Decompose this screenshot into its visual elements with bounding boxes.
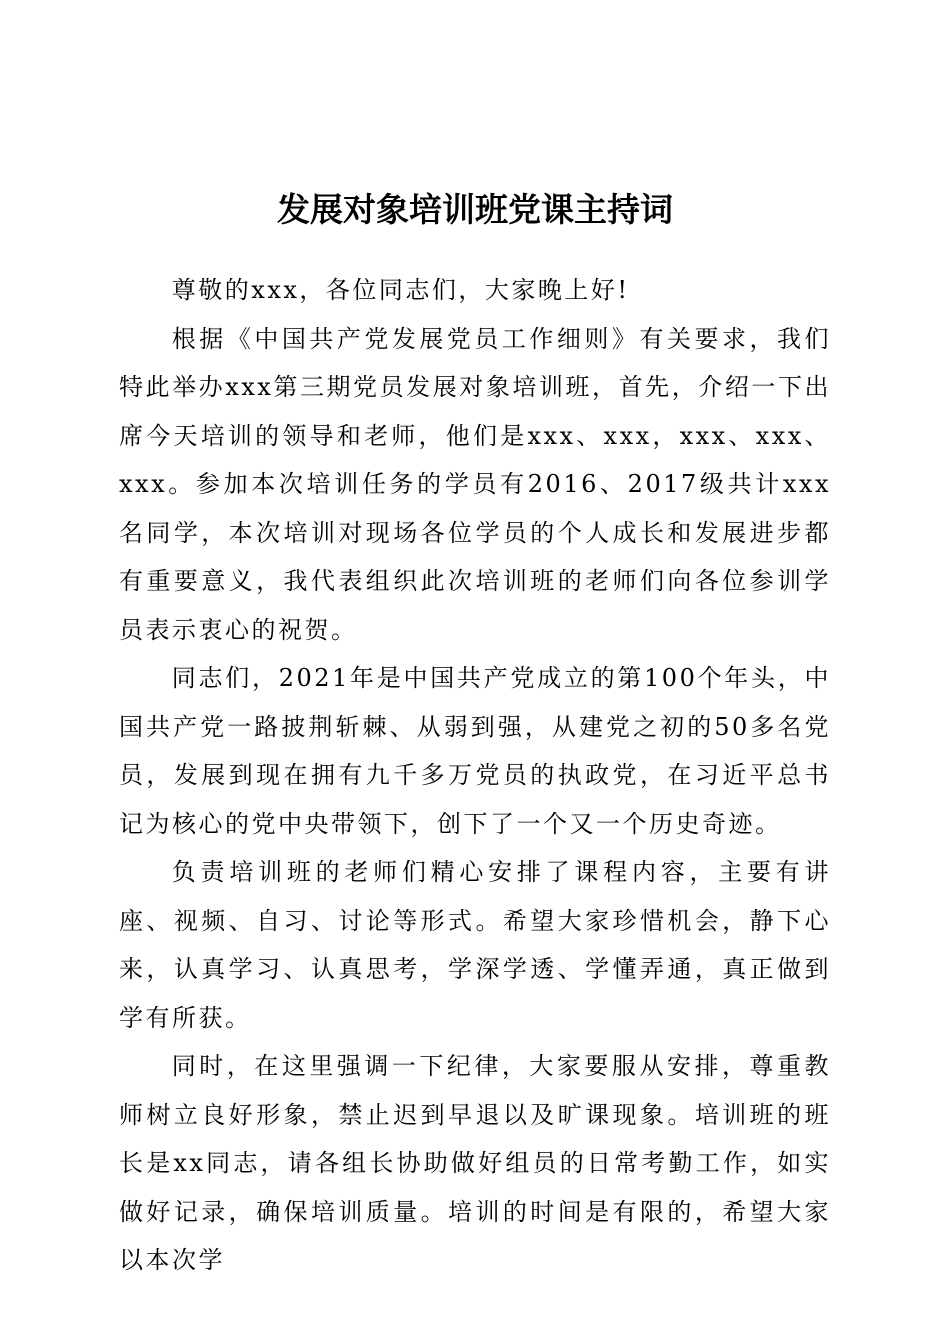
document-body bbox=[119, 266, 831, 1285]
paragraph-discipline: 同时，在这里强调一下纪律，大家要服从安排，尊重教师树立良好形象，禁止迟到早退以及旷课现象。培训班的班长是xx同志，请各组长协助做好组员的日常考勤工作，如实做好记录，确保培训质量。培训的时间是有限的，希望大家以本次学 bbox=[119, 1052, 831, 1274]
paragraph-greeting: 尊敬的xxx，各位同志们，大家晚上好! bbox=[171, 276, 630, 304]
paragraph-party-history: 同志们，2021年是中国共产党成立的第100个年头，中国共产党一路披荆斩棘、从弱到强，从建党之初的50多名党员，发展到现在拥有九千多万党员的执政党，在习近平总书记为核心的党中央带领下，创下了一个又一个历史奇迹。 bbox=[119, 664, 831, 838]
paragraph-introduction: 根据《中国共产党发展党员工作细则》有关要求，我们特此举办xxx第三期党员发展对象培训班，首先，介绍一下出席今天培训的领导和老师，他们是xxx、xxx，xxx、xxx、xxx。参加本次培训任务的学员有2016、2017级共计xxx名同学，本次培训对现场各位学员的个人成长和发展进步都有重要意义，我代表组织此次培训班的老师们向各位参训学员表示衷心的祝贺。 bbox=[119, 324, 831, 644]
paragraph-course-content: 负责培训班的老师们精心安排了课程内容，主要有讲座、视频、自习、讨论等形式。希望大家珍惜机会，静下心来，认真学习、认真思考，学深学透、学懂弄通，真正做到学有所获。 bbox=[119, 858, 831, 1032]
document-title: 发展对象培训班党课主持词 bbox=[277, 190, 673, 229]
